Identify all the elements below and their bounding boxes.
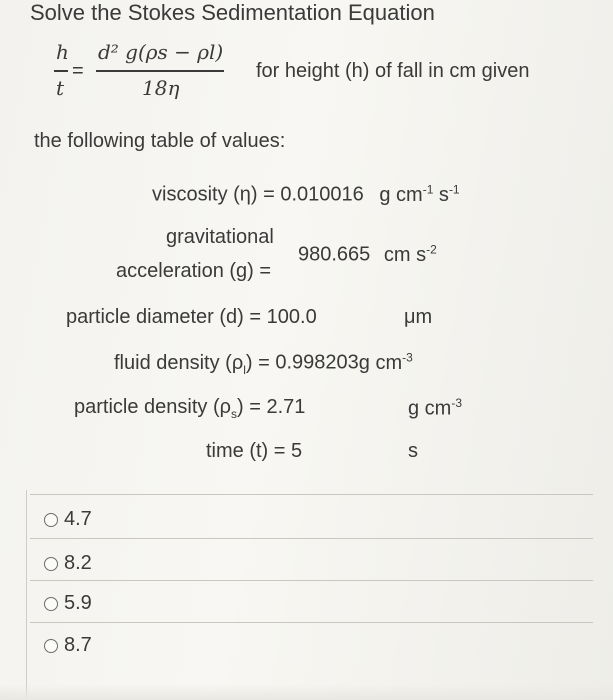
option-label: 5.9 <box>64 592 92 614</box>
grav-label-line1: gravitational <box>166 226 274 248</box>
option-4[interactable] <box>44 634 92 657</box>
option-3[interactable] <box>44 592 92 615</box>
particle-density-label: particle density $(\rho_s)$ = <box>74 396 261 421</box>
viscosity-label: viscosity (η) = <box>152 183 275 206</box>
diameter-label: particle diameter (d) = <box>66 306 262 328</box>
time-label: time (t) = <box>206 440 286 462</box>
fluid-density-unit: g $cm^{-3}$ <box>358 350 413 374</box>
option-label: 8.7 <box>64 634 92 656</box>
options-divider <box>30 622 593 623</box>
table-intro-text: the following table of values: <box>34 130 286 152</box>
fluid-density-value: 0.998203 <box>275 351 359 374</box>
fluid-density-row <box>114 350 413 377</box>
grav-value: 980.665 <box>298 243 371 266</box>
question-title: Solve the Stokes Sedimentation Equation <box>30 0 435 25</box>
viscosity-row <box>152 182 460 207</box>
formula-rhs-bar <box>96 70 224 72</box>
formula-lhs-numerator: h <box>56 40 69 64</box>
diameter-unit: μm <box>404 306 433 328</box>
grav-value-row <box>298 242 437 267</box>
radio-button[interactable] <box>44 557 58 571</box>
formula-rhs-denominator: 18η <box>142 76 180 100</box>
time-value: 5 <box>291 440 303 462</box>
options-divider <box>30 580 593 581</box>
particle-density-unit: g $cm^{-3}$ <box>408 396 463 420</box>
formula-equals: = <box>72 60 84 82</box>
viscosity-unit: g $cm^{-1}$ $s^{-1}$ <box>379 182 460 206</box>
viscosity-value: 0.010016 <box>280 183 364 206</box>
options-left-border <box>26 490 27 700</box>
formula-rhs-numerator: d² g(ρs − ρl) <box>98 40 224 64</box>
formula-lhs-denominator: t <box>56 76 65 100</box>
time-row <box>206 440 302 463</box>
fluid-density-label: fluid density $(\rho_l)$ = <box>114 351 270 377</box>
diameter-value: 100.0 <box>266 306 317 328</box>
time-unit: s <box>408 440 418 462</box>
options-divider <box>30 494 593 495</box>
grav-unit: cm $s^{-2}$ <box>383 242 437 266</box>
formula-lhs-bar <box>54 70 68 72</box>
stokes-formula <box>42 40 242 110</box>
radio-button[interactable] <box>44 639 58 653</box>
diameter-row <box>66 306 317 329</box>
particle-density-value: 2.71 <box>266 396 306 418</box>
particle-density-row <box>74 396 305 421</box>
grav-label-line2: acceleration (g) = <box>116 260 272 282</box>
page-bottom-shadow <box>0 684 613 700</box>
radio-button[interactable] <box>44 597 58 611</box>
option-label: 8.2 <box>64 552 92 574</box>
for-height-text: for height (h) of fall in cm given <box>256 60 530 82</box>
option-label: 4.7 <box>64 508 92 530</box>
radio-button[interactable] <box>44 513 58 527</box>
option-1[interactable] <box>44 508 92 531</box>
options-divider <box>30 538 593 539</box>
option-2[interactable] <box>44 552 92 575</box>
